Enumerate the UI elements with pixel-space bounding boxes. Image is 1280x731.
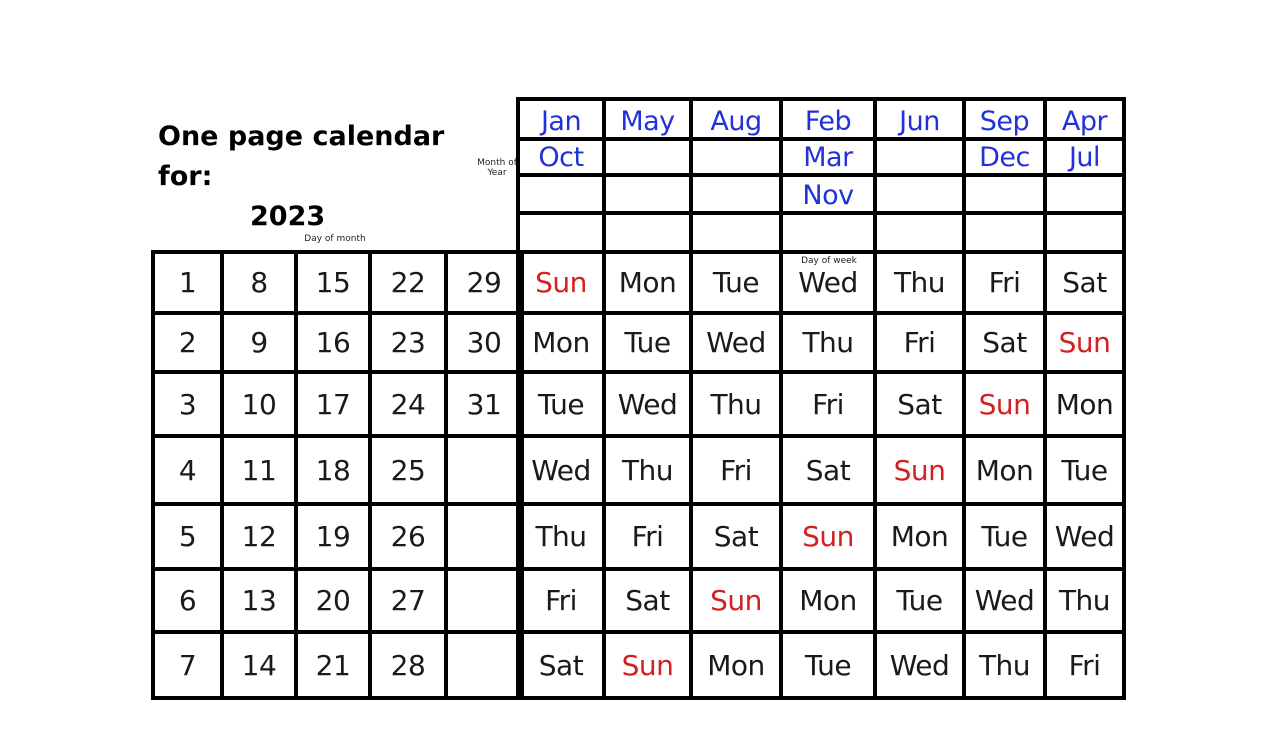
day-of-month-cell: 11 xyxy=(220,434,298,506)
weekday-cell: Tue xyxy=(1043,434,1126,506)
weekday-cell: Wed xyxy=(779,250,877,315)
weekday-cell: Thu xyxy=(779,311,877,374)
month-cell: Jan xyxy=(516,97,606,141)
weekday-cell: Thu xyxy=(962,630,1047,700)
month-cell xyxy=(689,137,783,177)
day-of-month-cell: 25 xyxy=(368,434,448,506)
month-cell xyxy=(873,211,966,254)
month-cell xyxy=(779,211,877,254)
day-of-month-cell: 21 xyxy=(294,630,372,700)
day-of-month-label: Day of month xyxy=(304,234,366,244)
day-of-month-cell: 16 xyxy=(294,311,372,374)
day-of-month-cell: 26 xyxy=(368,502,448,571)
weekday-cell: Sun xyxy=(873,434,966,506)
weekday-cell: Thu xyxy=(689,370,783,438)
month-cell: May xyxy=(602,97,693,141)
weekday-cell: Wed xyxy=(873,630,966,700)
day-of-month-cell: 27 xyxy=(368,567,448,634)
weekday-cell: Tue xyxy=(516,370,606,438)
weekday-cell: Sun xyxy=(962,370,1047,438)
weekday-cell: Mon xyxy=(689,630,783,700)
day-of-week-label: Day of week xyxy=(801,256,857,266)
weekday-cell: Tue xyxy=(779,630,877,700)
month-cell: Mar xyxy=(779,137,877,177)
title-year: 2023 xyxy=(250,201,326,232)
weekday-cell: Sat xyxy=(779,434,877,506)
weekday-cell: Sun xyxy=(516,250,606,315)
weekday-cell: Tue xyxy=(962,502,1047,571)
day-of-month-cell: 23 xyxy=(368,311,448,374)
weekday-cell: Wed xyxy=(1043,502,1126,571)
month-cell xyxy=(602,137,693,177)
weekday-cell: Sun xyxy=(1043,311,1126,374)
day-of-month-cell: 28 xyxy=(368,630,448,700)
day-of-month-cell: 17 xyxy=(294,370,372,438)
month-of-year-label: Month of Year xyxy=(477,158,517,178)
month-cell xyxy=(1043,211,1126,254)
weekday-cell: Mon xyxy=(962,434,1047,506)
month-cell: Aug xyxy=(689,97,783,141)
weekday-cell: Wed xyxy=(689,311,783,374)
weekday-cell: Mon xyxy=(516,311,606,374)
weekday-cell: Mon xyxy=(1043,370,1126,438)
month-cell xyxy=(602,211,693,254)
weekday-cell: Sun xyxy=(689,567,783,634)
day-of-month-cell: 18 xyxy=(294,434,372,506)
month-cell: Nov xyxy=(779,173,877,215)
month-cell: Jul xyxy=(1043,137,1126,177)
month-cell xyxy=(689,211,783,254)
day-of-month-cell: 13 xyxy=(220,567,298,634)
month-cell xyxy=(689,173,783,215)
day-of-month-cell: 22 xyxy=(368,250,448,315)
weekday-cell: Sat xyxy=(602,567,693,634)
weekday-cell: Thu xyxy=(1043,567,1126,634)
month-cell: Feb xyxy=(779,97,877,141)
day-of-month-cell: 8 xyxy=(220,250,298,315)
day-of-month-cell: 9 xyxy=(220,311,298,374)
weekday-cell: Wed xyxy=(962,567,1047,634)
month-cell: Oct xyxy=(516,137,606,177)
day-of-month-cell xyxy=(444,434,524,506)
weekday-cell: Tue xyxy=(873,567,966,634)
day-of-month-cell: 19 xyxy=(294,502,372,571)
weekday-cell: Mon xyxy=(602,250,693,315)
month-cell: Apr xyxy=(1043,97,1126,141)
day-of-month-cell: 6 xyxy=(151,567,224,634)
month-cell xyxy=(516,173,606,215)
month-cell xyxy=(1043,173,1126,215)
day-of-month-cell: 30 xyxy=(444,311,524,374)
weekday-cell: Sun xyxy=(779,502,877,571)
day-of-month-cell: 12 xyxy=(220,502,298,571)
day-of-month-cell: 10 xyxy=(220,370,298,438)
weekday-cell: Thu xyxy=(873,250,966,315)
weekday-cell: Fri xyxy=(962,250,1047,315)
weekday-cell: Fri xyxy=(779,370,877,438)
weekday-cell: Thu xyxy=(602,434,693,506)
day-of-month-cell: 4 xyxy=(151,434,224,506)
weekday-cell: Tue xyxy=(602,311,693,374)
weekday-cell: Wed xyxy=(516,434,606,506)
weekday-cell: Sat xyxy=(689,502,783,571)
day-of-month-cell: 5 xyxy=(151,502,224,571)
day-of-month-cell: 31 xyxy=(444,370,524,438)
title-text: One page calendar for: xyxy=(158,121,445,192)
day-of-month-cell: 29 xyxy=(444,250,524,315)
day-of-month-cell xyxy=(444,630,524,700)
weekday-cell: Sat xyxy=(1043,250,1126,315)
month-cell xyxy=(873,137,966,177)
month-cell: Jun xyxy=(873,97,966,141)
month-cell xyxy=(602,173,693,215)
day-of-month-cell: 24 xyxy=(368,370,448,438)
day-of-month-cell: 7 xyxy=(151,630,224,700)
weekday-cell: Thu xyxy=(516,502,606,571)
weekday-cell: Fri xyxy=(602,502,693,571)
month-cell xyxy=(516,211,606,254)
month-cell: Dec xyxy=(962,137,1047,177)
day-of-month-cell: 15 xyxy=(294,250,372,315)
month-cell xyxy=(962,173,1047,215)
day-of-month-cell: 3 xyxy=(151,370,224,438)
day-of-month-cell: 20 xyxy=(294,567,372,634)
month-cell: Sep xyxy=(962,97,1047,141)
calendar-title xyxy=(158,117,478,237)
weekday-cell: Mon xyxy=(873,502,966,571)
weekday-cell: Wed xyxy=(602,370,693,438)
weekday-cell: Fri xyxy=(689,434,783,506)
weekday-cell: Sat xyxy=(962,311,1047,374)
weekday-cell: Sat xyxy=(516,630,606,700)
weekday-cell: Fri xyxy=(873,311,966,374)
day-of-month-cell xyxy=(444,502,524,571)
month-cell xyxy=(873,173,966,215)
day-of-month-cell: 14 xyxy=(220,630,298,700)
day-of-month-cell: 1 xyxy=(151,250,224,315)
weekday-cell: Sun xyxy=(602,630,693,700)
weekday-cell: Fri xyxy=(1043,630,1126,700)
day-of-month-cell xyxy=(444,567,524,634)
day-of-month-cell: 2 xyxy=(151,311,224,374)
weekday-cell: Fri xyxy=(516,567,606,634)
weekday-cell: Mon xyxy=(779,567,877,634)
weekday-cell: Sat xyxy=(873,370,966,438)
month-cell xyxy=(962,211,1047,254)
weekday-cell: Tue xyxy=(689,250,783,315)
